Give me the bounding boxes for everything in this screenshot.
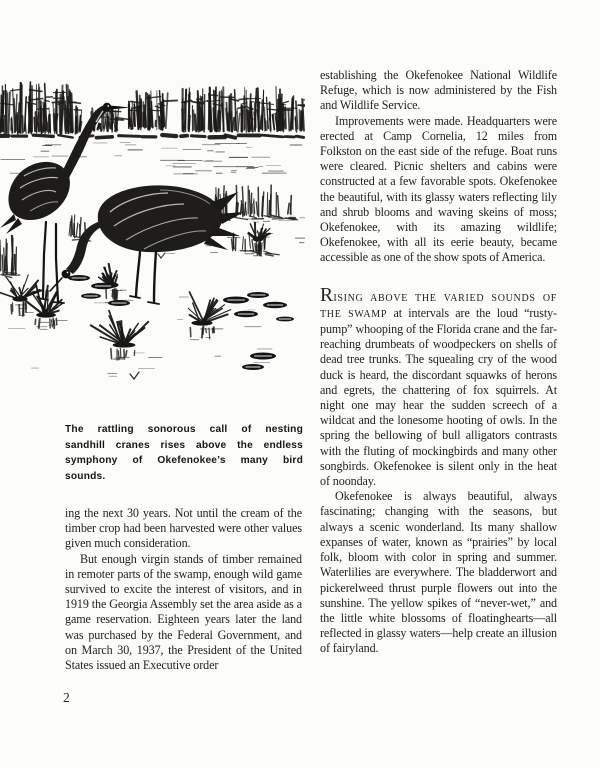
lead-small-caps: ISING ABOVE THE VARIED SOUNDS OF THE SWAMP [320,292,557,320]
paragraph-refuge: establishing the Okefenokee National Wildlife Refuge, which is now administered by the Fish and Wildlife Service. [320,68,557,113]
paragraph-swamp-sounds [320,284,557,490]
page-number: 2 [63,690,70,705]
swamp-scene [0,62,305,422]
right-column [320,68,557,657]
treeline [0,82,305,138]
paragraph-always-beautiful: Okefenokee is always beautiful, always fascinating; changing with the seasons, but always a scenic wonderland. Its many shallow expanses of water, known as “prairies” by local folk, bloom with color in spring and summer. Waterlilies are everywhere. The bladderwort and pickerelweed thrust purple flowers out into the sunshine. The yellow spikes of “never-wet,” and the little white blossoms of floatinghearts—all reflected in glassy waters—help create an illusion of fairyland. [320,489,557,656]
paragraph-reservation: But enough virgin stands of timber remained in remoter parts of the swamp, enough wild game survived to excite the interest of visitors, and in 1919 the Georgia Assembly set the area aside as a game reservation. Eighteen years later the land was purchased by the Federal Government, and on March 30, 1937, the President of the United States issued an Executive order [65,551,302,673]
sandhill-cranes-illustration [0,62,305,422]
feeding-crane [49,185,244,304]
lead-capital: R [320,284,334,306]
lead-continuation: at intervals are the loud “rusty-pump” whooping of the Florida crane and the far-reaching drumbeats of woodpeckers on shells of dead tree trunks. The squealing cry of the wood duck is heard, the discordant squawks of herons and egrets, the chattering of fox squirrels. At night one may hear the sudden screech of a wildcat and the lonesome hooting of owls. In the spring the bellowing of bull alligators contrasts with the fluting of mockingbirds and many other songbirds. Okefenokee is silent only in the heat of noonday. [320,305,557,489]
lily-pads [68,275,294,370]
paragraph-timber: ing the next 30 years. Not until the cream of the timber crop had been harvested were other values given much consideration. [65,506,302,551]
water-marks [130,253,165,379]
left-column [65,506,302,673]
illustration-caption: The rattling sonorous call of nesting sandhill cranes rises above the endless symphony of Okefenokee’s many bird sounds. [65,424,303,482]
paragraph-improvements: Improvements were made. Headquarters were erected at Camp Cornelia, 12 miles from Folkston on the east side of the refuge. Boat runs were cleared. Picnic shelters and cabins were constructed at a few favorable spots. Okefenokee the beautiful, with its glassy waters reflecting lily and shrub blooms and waving skeins of moss; Okefenokee, with its amazing wildlife; Okefenokee, with all its eerie beauty, became accessible as one of the show spots of America. [320,113,557,265]
